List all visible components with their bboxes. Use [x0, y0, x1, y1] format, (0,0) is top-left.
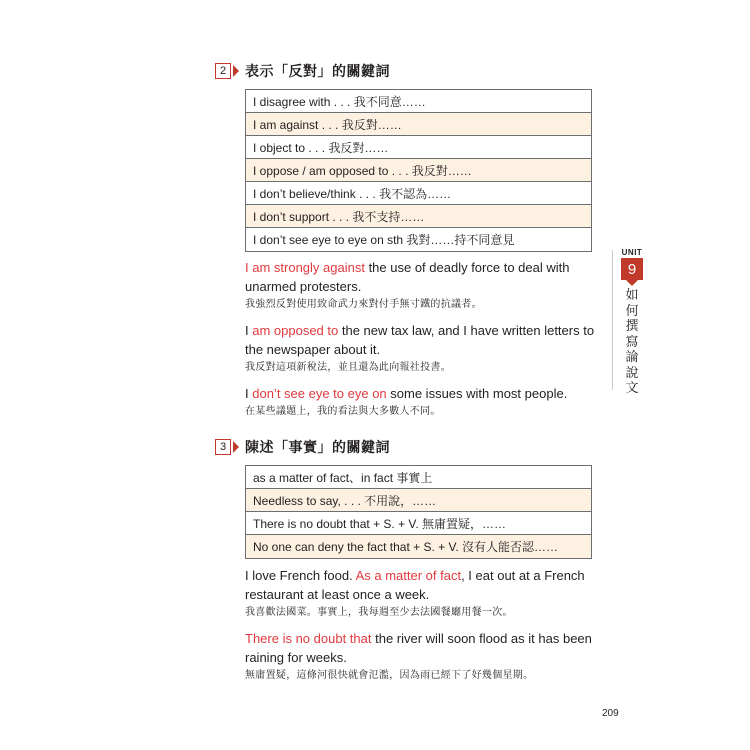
example-sentence: [245, 629, 595, 683]
key-phrase-highlight: I am strongly against: [245, 260, 365, 275]
table-row: I don’t support . . . 我不支持……: [246, 205, 591, 228]
table-row: I disagree with . . . 我不同意……: [246, 90, 591, 113]
example-english: I am strongly against the use of deadly force to deal with unarmed protesters.: [245, 260, 570, 294]
page-number: 209: [602, 708, 619, 719]
table-row: I am against . . . 我反對……: [246, 113, 591, 136]
key-phrase-highlight: don’t see eye to eye on: [252, 386, 387, 401]
section-number-box: 2: [215, 63, 231, 79]
key-phrase-highlight: As a matter of fact: [355, 568, 462, 583]
example-chinese: 無庸置疑，這條河很快就會氾濫，因為雨已經下了好幾個星期。: [245, 670, 534, 681]
table-row: There is no doubt that + S. + V. 無庸置疑，……: [246, 512, 591, 535]
example-english: There is no doubt that the river will soon flood as it has been raining for weeks.: [245, 631, 592, 665]
example-sentence: [245, 566, 595, 620]
example-chinese: 在某些議題上，我的看法與大多數人不同。: [245, 406, 441, 417]
side-divider-line: [612, 250, 613, 390]
example-english: I love French food. As a matter of fact, I eat out at a French restaurant at least once a week.: [245, 568, 585, 602]
phrase-table-fact: [245, 465, 592, 559]
table-row: I object to . . . 我反對……: [246, 136, 591, 159]
chevron-right-icon: [233, 65, 239, 77]
section-title: 表示「反對」的關鍵詞: [245, 64, 390, 80]
table-row: Needless to say, . . . 不用說，……: [246, 489, 591, 512]
table-row: I don’t believe/think . . . 我不認為……: [246, 182, 591, 205]
example-chinese: 我喜歡法國菜。事實上，我每週至少去法國餐廳用餐一次。: [245, 607, 513, 618]
unit-number: 9: [621, 258, 643, 280]
example-sentence: [245, 258, 595, 312]
unit-title: 如何撰寫論說文: [625, 288, 639, 396]
table-row: as a matter of fact、in fact 事實上: [246, 466, 591, 489]
unit-tab: [619, 248, 645, 397]
example-sentence: [245, 321, 595, 375]
example-english: I don’t see eye to eye on some issues with most people.: [245, 386, 568, 401]
section-2-header: [215, 60, 390, 82]
unit-label: UNIT: [621, 248, 643, 257]
example-chinese: 我反對這項新稅法，並且還為此向報社投書。: [245, 362, 451, 373]
table-row: No one can deny the fact that + S. + V. 沒有人能否認……: [246, 535, 591, 558]
example-sentence: [245, 384, 595, 419]
table-row: I don’t see eye to eye on sth 我對……持不同意見: [253, 233, 515, 247]
unit-pointer-icon: [626, 280, 638, 286]
chevron-right-icon: [233, 441, 239, 453]
section-3-header: [215, 436, 390, 458]
example-english: I am opposed to the new tax law, and I have written letters to the newspaper about it.: [245, 323, 595, 357]
key-phrase-highlight: There is no doubt that: [245, 631, 372, 646]
phrase-table-disagree: [245, 89, 592, 252]
section-number-box: 3: [215, 439, 231, 455]
key-phrase-highlight: am opposed to: [252, 323, 339, 338]
table-row: I oppose / am opposed to . . . 我反對……: [246, 159, 591, 182]
section-title: 陳述「事實」的關鍵詞: [245, 440, 390, 456]
example-chinese: 我強烈反對使用致命武力來對付手無寸鐵的抗議者。: [245, 299, 482, 310]
